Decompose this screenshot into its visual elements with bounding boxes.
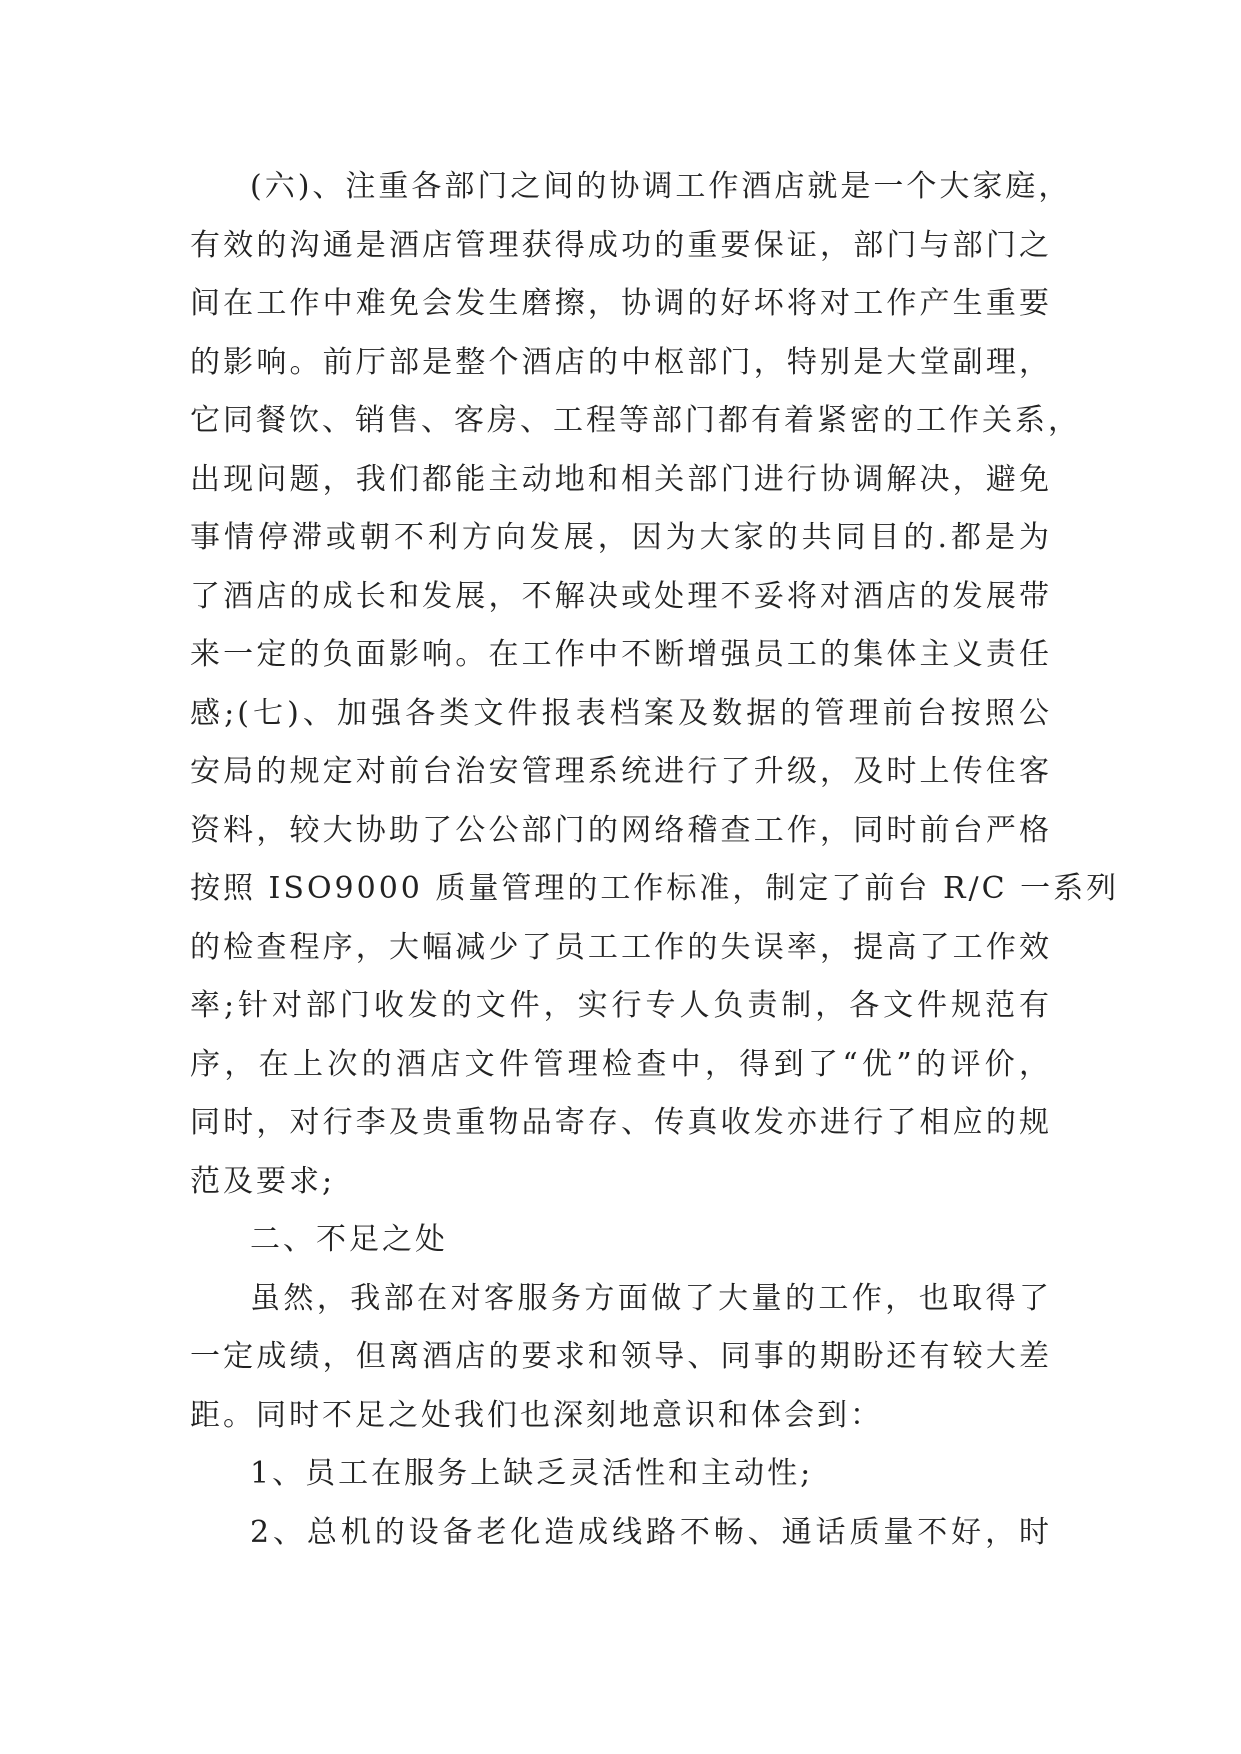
text-line: 有效的沟通是酒店管理获得成功的重要保证，部门与部门之 bbox=[190, 227, 1052, 263]
text-line: 同时，对行李及贵重物品寄存、传真收发亦进行了相应的规 bbox=[190, 1105, 1052, 1140]
text-line: 间在工作中难免会发生磨擦，协调的好坏将对工作产生重要 bbox=[190, 286, 1052, 321]
text-line: (六)、注重各部门之间的协调工作酒店就是一个大家庭， bbox=[250, 169, 1072, 204]
text-line: 了酒店的成长和发展，不解决或处理不妥将对酒店的发展带 bbox=[190, 578, 1052, 614]
paragraph-shortcomings bbox=[190, 1270, 1052, 1446]
text-line: 虽然，我部在对客服务方面做了大量的工作，也取得了 bbox=[250, 1280, 1052, 1316]
section-heading: 二、不足之处 bbox=[250, 1222, 448, 1257]
text-line: 安局的规定对前台治安管理系统进行了升级，及时上传住客 bbox=[190, 754, 1052, 789]
text-line: 出现问题，我们都能主动地和相关部门进行协调解决，避免 bbox=[190, 461, 1052, 497]
text-line: 感;(七)、加强各类文件报表档案及数据的管理前台按照公 bbox=[190, 695, 1052, 731]
text-line: 按照 ISO9000 质量管理的工作标准，制定了前台 R/C 一系列 bbox=[190, 871, 1120, 906]
text-line: 序，在上次的酒店文件管理检查中，得到了“优”的评价， bbox=[190, 1046, 1052, 1082]
text-line: 事情停滞或朝不利方向发展，因为大家的共同目的.都是为 bbox=[190, 520, 1052, 555]
text-line: 率;针对部门收发的文件，实行专人负责制，各文件规范有 bbox=[190, 988, 1052, 1023]
text-line: 距。同时不足之处我们也深刻地意识和体会到： bbox=[190, 1397, 883, 1433]
text-line: 它同餐饮、销售、客房、工程等部门都有着紧密的工作关系， bbox=[190, 403, 1081, 438]
text-line: 范及要求; bbox=[190, 1163, 336, 1199]
text-line: 来一定的负面影响。在工作中不断增强员工的集体主义责任 bbox=[190, 637, 1052, 672]
text-line: 一定成绩，但离酒店的要求和领导、同事的期盼还有较大差 bbox=[190, 1339, 1052, 1374]
paragraph-coordination bbox=[190, 158, 1120, 1211]
shortcomings-list bbox=[190, 1445, 1052, 1562]
list-item: 1、员工在服务上缺乏灵活性和主动性; bbox=[250, 1456, 814, 1491]
text-line: 的影响。前厅部是整个酒店的中枢部门，特别是大堂副理， bbox=[190, 344, 1052, 380]
text-line: 的检查程序，大幅减少了员工工作的失误率，提高了工作效 bbox=[190, 929, 1052, 965]
list-item: 2、总机的设备老化造成线路不畅、通话质量不好，时 bbox=[250, 1514, 1052, 1550]
text-line: 资料，较大协助了公公部门的网络稽查工作，同时前台严格 bbox=[190, 812, 1052, 848]
document-body bbox=[190, 158, 1120, 1562]
